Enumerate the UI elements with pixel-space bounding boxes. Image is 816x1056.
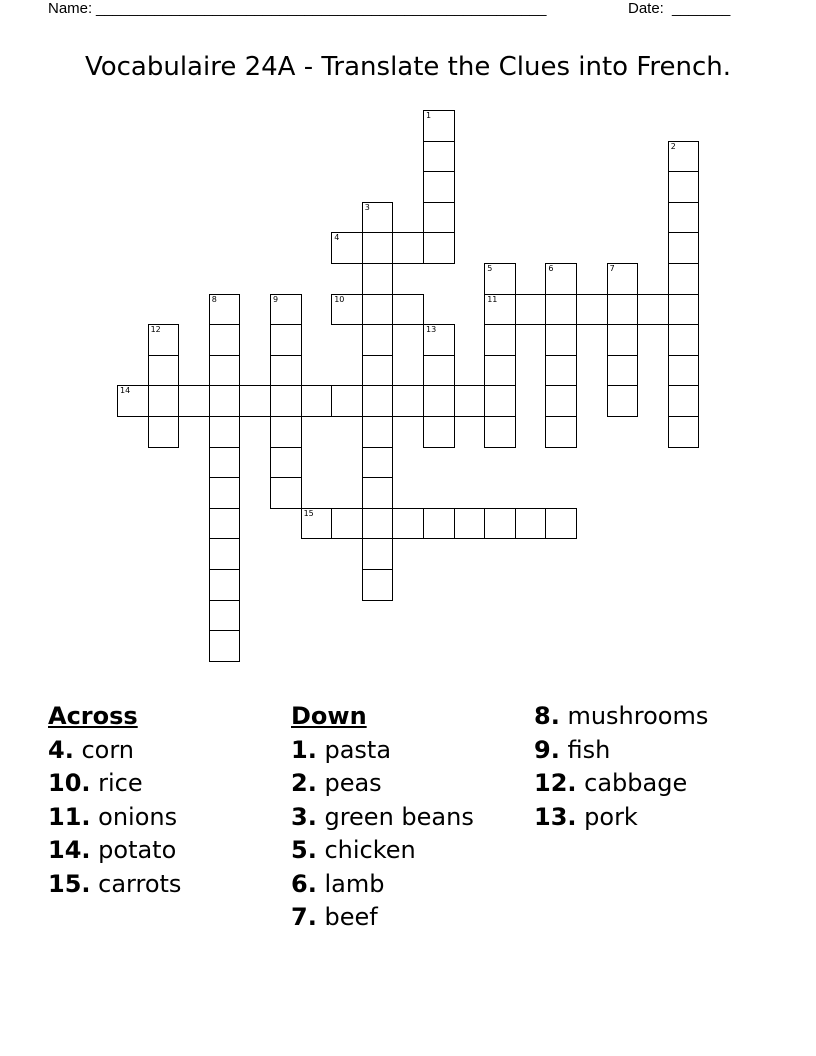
grid-cell[interactable] bbox=[209, 447, 241, 479]
clue-num: 15. bbox=[48, 869, 91, 898]
across-heading: Across bbox=[48, 702, 138, 730]
grid-cell[interactable] bbox=[392, 508, 424, 540]
grid-cell[interactable] bbox=[484, 416, 516, 448]
grid-cell[interactable] bbox=[209, 508, 241, 540]
clue-item bbox=[534, 700, 708, 734]
grid-cell[interactable] bbox=[148, 416, 180, 448]
grid-cell[interactable] bbox=[607, 324, 639, 356]
grid-cell[interactable] bbox=[668, 232, 700, 264]
clue-number-label: 6 bbox=[548, 264, 554, 273]
grid-cell[interactable] bbox=[423, 202, 455, 234]
grid-cell[interactable] bbox=[362, 294, 394, 326]
grid-cell[interactable] bbox=[423, 324, 455, 356]
grid-cell[interactable] bbox=[668, 294, 700, 326]
clue-num: 14. bbox=[48, 836, 91, 864]
grid-cell[interactable] bbox=[668, 385, 700, 417]
clue-num: 3. bbox=[291, 802, 317, 831]
grid-cell[interactable] bbox=[545, 294, 577, 326]
clue-text: lamb bbox=[316, 869, 385, 898]
clue-number-label: 2 bbox=[670, 141, 676, 151]
grid-cell[interactable] bbox=[484, 294, 516, 326]
grid-cell[interactable] bbox=[454, 385, 486, 417]
grid-cell[interactable] bbox=[270, 294, 302, 326]
grid-cell[interactable] bbox=[607, 385, 639, 417]
grid-cell[interactable] bbox=[668, 263, 700, 295]
clue-text: corn bbox=[73, 735, 134, 764]
grid-cell[interactable] bbox=[209, 600, 241, 632]
grid-cell[interactable] bbox=[607, 294, 639, 326]
grid-cell[interactable] bbox=[423, 171, 455, 203]
clue-item bbox=[48, 767, 181, 801]
grid-cell[interactable] bbox=[484, 263, 516, 295]
clue-text: peas bbox=[316, 769, 382, 797]
down-clues bbox=[291, 700, 474, 935]
grid-cell[interactable] bbox=[209, 385, 241, 417]
grid-cell[interactable] bbox=[209, 630, 241, 662]
grid-cell[interactable] bbox=[545, 385, 577, 417]
grid-cell[interactable] bbox=[209, 294, 241, 326]
clue-num: 4. bbox=[48, 735, 74, 764]
clue-item bbox=[48, 834, 181, 868]
grid-cell[interactable] bbox=[484, 508, 516, 540]
clue-item bbox=[291, 868, 474, 902]
grid-cell[interactable] bbox=[209, 569, 241, 601]
page-title: Vocabulaire 24A - Translate the Clues into French. bbox=[84, 52, 732, 82]
clue-item bbox=[48, 801, 181, 835]
grid-cell[interactable] bbox=[362, 263, 394, 295]
grid-cell[interactable] bbox=[515, 508, 547, 540]
grid-cell[interactable] bbox=[209, 477, 241, 509]
grid-cell[interactable] bbox=[148, 385, 180, 417]
grid-cell[interactable] bbox=[362, 538, 394, 570]
clue-text: rice bbox=[90, 769, 143, 797]
grid-cell[interactable] bbox=[362, 355, 394, 387]
grid-cell[interactable] bbox=[637, 294, 669, 326]
grid-cell[interactable] bbox=[423, 355, 455, 387]
clue-num: 10. bbox=[48, 769, 91, 797]
clue-num: 5. bbox=[291, 836, 317, 864]
name-label: Name: bbox=[48, 0, 93, 17]
clue-item bbox=[291, 767, 474, 801]
down-heading: Down bbox=[291, 702, 367, 730]
down-clues-continued bbox=[534, 700, 708, 834]
grid-cell[interactable] bbox=[545, 324, 577, 356]
grid-cell[interactable] bbox=[270, 477, 302, 509]
clue-text: pasta bbox=[316, 735, 392, 764]
clue-num: 11. bbox=[48, 802, 91, 831]
grid-cell[interactable] bbox=[484, 385, 516, 417]
grid-cell[interactable] bbox=[270, 355, 302, 387]
grid-cell[interactable] bbox=[423, 416, 455, 448]
clue-number-label: 10 bbox=[334, 294, 345, 304]
grid-cell[interactable] bbox=[668, 141, 700, 173]
grid-cell[interactable] bbox=[331, 232, 363, 264]
grid-cell[interactable] bbox=[423, 508, 455, 540]
grid-cell[interactable] bbox=[515, 294, 547, 326]
grid-cell[interactable] bbox=[209, 355, 241, 387]
grid-cell[interactable] bbox=[331, 385, 363, 417]
clue-item bbox=[48, 734, 181, 768]
clue-num: 7. bbox=[291, 903, 317, 931]
grid-cell[interactable] bbox=[607, 263, 639, 295]
grid-cell[interactable] bbox=[423, 385, 455, 417]
clue-item bbox=[291, 734, 474, 768]
name-blank-line[interactable]: ______________________________________________________ bbox=[96, 0, 547, 17]
grid-cell[interactable] bbox=[270, 447, 302, 479]
date-label: Date: bbox=[628, 0, 664, 17]
grid-cell[interactable] bbox=[668, 202, 700, 234]
clue-item bbox=[48, 868, 181, 902]
clue-num: 9. bbox=[534, 735, 560, 764]
grid-cell[interactable] bbox=[392, 294, 424, 326]
grid-cell[interactable] bbox=[484, 355, 516, 387]
grid-cell[interactable] bbox=[362, 324, 394, 356]
clue-num: 1. bbox=[291, 735, 317, 764]
grid-cell[interactable] bbox=[270, 385, 302, 417]
clue-item bbox=[534, 801, 708, 835]
grid-cell[interactable] bbox=[668, 171, 700, 203]
grid-cell[interactable] bbox=[362, 508, 394, 540]
grid-cell[interactable] bbox=[331, 294, 363, 326]
grid-cell[interactable] bbox=[148, 324, 180, 356]
grid-cell[interactable] bbox=[178, 385, 210, 417]
clue-text: onions bbox=[90, 802, 178, 831]
date-blank-line[interactable]: _______ bbox=[672, 0, 731, 17]
grid-cell[interactable] bbox=[668, 355, 700, 387]
clue-text: green beans bbox=[316, 802, 474, 831]
grid-cell[interactable] bbox=[209, 416, 241, 448]
clue-number-label: 8 bbox=[211, 294, 217, 304]
clue-number-label: 3 bbox=[364, 202, 370, 212]
grid-cell[interactable] bbox=[301, 385, 333, 417]
grid-cell[interactable] bbox=[576, 294, 608, 326]
clue-number-label: 14 bbox=[120, 386, 131, 396]
grid-cell[interactable] bbox=[331, 508, 363, 540]
clue-number-label: 13 bbox=[426, 325, 437, 335]
grid-cell[interactable] bbox=[301, 508, 333, 540]
clue-num: 8. bbox=[534, 702, 560, 730]
grid-cell[interactable] bbox=[270, 416, 302, 448]
grid-cell[interactable] bbox=[362, 385, 394, 417]
grid-cell[interactable] bbox=[545, 355, 577, 387]
grid-cell[interactable] bbox=[362, 202, 394, 234]
grid-cell[interactable] bbox=[362, 569, 394, 601]
clue-number-label: 5 bbox=[487, 264, 493, 273]
grid-cell[interactable] bbox=[454, 508, 486, 540]
grid-cell[interactable] bbox=[270, 324, 302, 356]
clue-text: chicken bbox=[316, 836, 416, 864]
grid-cell[interactable] bbox=[239, 385, 271, 417]
grid-cell[interactable] bbox=[392, 385, 424, 417]
clue-text: cabbage bbox=[576, 769, 688, 797]
clue-number-label: 9 bbox=[273, 294, 279, 304]
clue-num: 2. bbox=[291, 769, 317, 797]
clue-text: mushrooms bbox=[559, 702, 709, 730]
clue-item bbox=[291, 834, 474, 868]
grid-cell[interactable] bbox=[484, 324, 516, 356]
grid-cell[interactable] bbox=[607, 355, 639, 387]
grid-cell[interactable] bbox=[545, 416, 577, 448]
clue-number-label: 4 bbox=[334, 233, 340, 243]
clue-num: 6. bbox=[291, 869, 317, 898]
clue-number-label: 11 bbox=[487, 294, 498, 304]
grid-cell[interactable] bbox=[423, 141, 455, 173]
grid-cell[interactable] bbox=[209, 538, 241, 570]
clue-item bbox=[534, 734, 708, 768]
clue-num: 13. bbox=[534, 802, 577, 831]
clue-text: fish bbox=[559, 735, 611, 764]
clue-num: 12. bbox=[534, 769, 577, 797]
across-clues bbox=[48, 700, 181, 901]
clue-text: carrots bbox=[90, 869, 182, 898]
clue-number-label: 12 bbox=[150, 325, 161, 335]
clue-item bbox=[534, 767, 708, 801]
grid-cell[interactable] bbox=[362, 477, 394, 509]
grid-cell[interactable] bbox=[545, 508, 577, 540]
grid-cell[interactable] bbox=[545, 263, 577, 295]
clue-text: potato bbox=[90, 836, 177, 864]
grid-cell[interactable] bbox=[392, 232, 424, 264]
grid-cell[interactable] bbox=[362, 416, 394, 448]
grid-cell[interactable] bbox=[423, 232, 455, 264]
clue-number-label: 7 bbox=[609, 264, 615, 273]
clue-number-label: 15 bbox=[303, 508, 314, 518]
grid-cell[interactable] bbox=[117, 385, 149, 417]
clue-item bbox=[291, 801, 474, 835]
grid-cell[interactable] bbox=[148, 355, 180, 387]
grid-cell[interactable] bbox=[668, 416, 700, 448]
grid-cell[interactable] bbox=[209, 324, 241, 356]
clue-text: pork bbox=[576, 802, 638, 831]
clue-item bbox=[291, 901, 474, 935]
grid-cell[interactable] bbox=[668, 324, 700, 356]
grid-cell[interactable] bbox=[362, 447, 394, 479]
clue-number-label: 1 bbox=[426, 111, 432, 120]
grid-cell[interactable] bbox=[423, 110, 455, 142]
clue-text: beef bbox=[316, 903, 378, 931]
grid-cell[interactable] bbox=[362, 232, 394, 264]
